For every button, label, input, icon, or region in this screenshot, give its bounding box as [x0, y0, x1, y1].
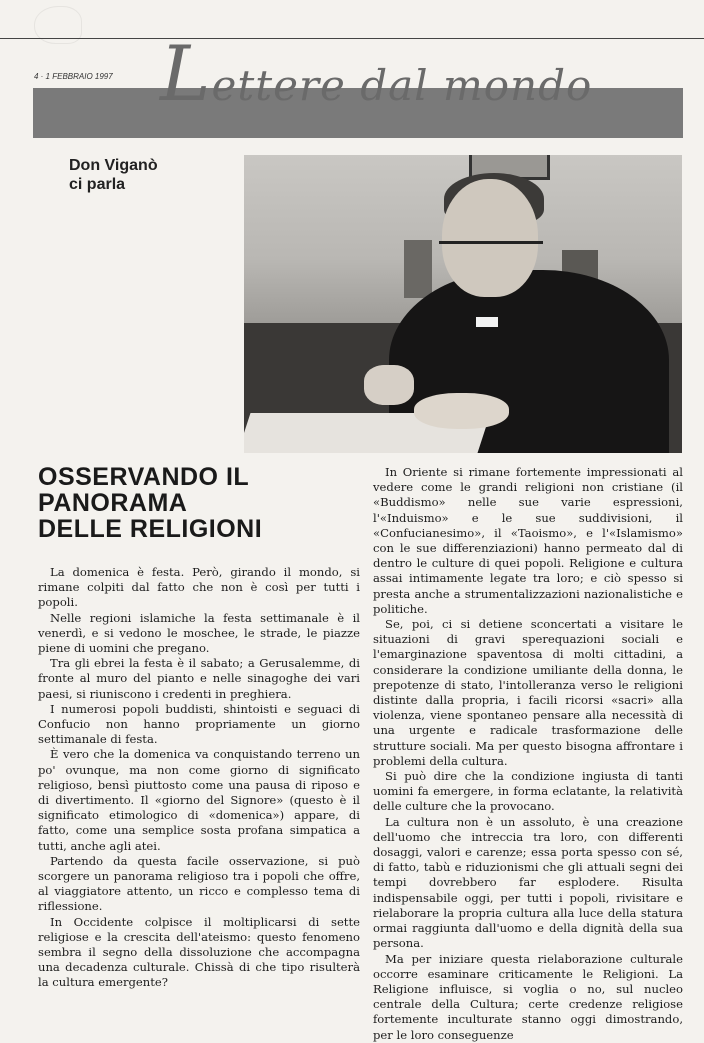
headline-line-3: DELLE RELIGIONI	[38, 515, 263, 543]
paragraph: In Occidente colpisce il moltiplicarsi di sette religiose e la crescita dell'ateismo: questo fenomeno sembra il segno della dissoluzione che accompagna una decadenza culturale. Chissà di che tipo risulterà la cultura emergente?	[38, 914, 360, 990]
paragraph: Tra gli ebrei la festa è il sabato; a Gerusalemme, di fronte al muro del pianto e nelle sinagoghe dei vari paesi, si riuniscono i credenti in preghiera.	[38, 656, 360, 701]
kicker-line-2: ci parla	[69, 176, 126, 193]
paragraph: È vero che la domenica va conquistando terreno un po' ovunque, ma non come giorno di significato religioso, bensì piuttosto come una pausa di riposo e di divertimento. Il «giorno del Signore» (questo è il significato etimologico di «domenica») appare, di fatto, come una semplice sosta profana simpatica a tutti, anche agli atei.	[38, 747, 360, 853]
shelf-object	[404, 240, 432, 298]
headline-line-2: PANORAMA	[38, 489, 188, 517]
photo-of-priest-writing-icon	[244, 155, 682, 453]
paragraph: La domenica è festa. Però, girando il mondo, si rimane colpiti dal fatto che non è così per tutti i popoli.	[38, 565, 360, 610]
article-column-left	[38, 565, 360, 991]
paragraph: Ma per iniziare questa rielaborazione culturale occorre esaminare criticamente le Religioni. La Religione influisce, si voglia o no, sul nucleo centrale della Cultura; certe credenze religiose fortemente inculturate stanno oggi dimostrando, per le loro conseguenze	[373, 951, 683, 1042]
paragraph: Se, poi, ci si detiene sconcertati a visitare le situazioni di gravi sperequazioni sociali e l'emarginazione spaventosa di molti cittadini, a considerare la condizione umiliante della donna, le prepotenze di stato, l'intolleranza verso le religioni distinte dalla propria, i facili ricorsi «sacri» alla violenza, viene spontaneo pensare alla necessità di una urgente e radicale trasformazione delle strutture sociali. Ma per questo bisogna affrontare i problemi della cultura.	[373, 617, 683, 768]
paragraph: Nelle regioni islamiche la festa settimanale è il venerdì, e si vedono le moschee, le strade, le piazze piene di uomini che pregano.	[38, 610, 360, 656]
paragraph: Partendo da questa facile osservazione, si può scorgere un panorama religioso tra i popoli che offre, al viaggiatore attento, un ricco e complesso tema di riflessione.	[38, 853, 360, 914]
clerical-collar	[476, 317, 498, 327]
paragraph: In Oriente si rimane fortemente impressionati al vedere come le grandi religioni non cristiane (il «Buddismo» nelle sue varie espressioni, l'«Induismo» e le sue suddivisioni, il «Confucianesimo», il «Taoismo», e l'«Islamismo» con le sue differenziazioni) hanno permeato dal di dentro le culture di quei popoli. Religione e cultura assai intimamente legate tra loro; e ciò spesso si presta anche a strumentalizzazioni nazionalistiche e politiche.	[373, 465, 683, 616]
glasses	[439, 241, 543, 266]
kicker	[69, 156, 229, 194]
headline	[38, 464, 358, 542]
article-column-right	[373, 465, 683, 1043]
kicker-line-1: Don Viganò	[69, 157, 158, 174]
page-info: 4 · 1 FEBBRAIO 1997	[34, 72, 113, 81]
writing-hand	[364, 365, 414, 405]
paragraph: I numerosi popoli buddisti, shintoisti e seguaci di Confucio non hanno propriamente un giorno settimanale di festa.	[38, 701, 360, 747]
section-title-rest: ettere dal mondo	[211, 61, 593, 110]
paragraph: La cultura non è un assoluto, è una creazione dell'uomo che intreccia tra loro, con differenti dosaggi, valori e carenze; essa porta spesso con sé, di fatto, tabù e riduzionismi che gli attuali segni dei tempi dovrebbero far esplodere. Risulta indispensabile oggi, per tutti i popoli, rivisitare e rielaborare la propria cultura alla luce della statura ormai raggiunta dall'uomo e della dignità della sua persona.	[373, 814, 683, 951]
headline-line-1: OSSERVANDO IL	[38, 463, 250, 491]
section-title	[160, 29, 593, 118]
paragraph: Si può dire che la condizione ingiusta di tanti uomini fa emergere, in forma eclatante, la relatività delle culture che la provocano.	[373, 769, 683, 814]
section-title-initial: L	[160, 29, 212, 118]
head	[442, 179, 538, 297]
resting-hand	[414, 393, 509, 429]
